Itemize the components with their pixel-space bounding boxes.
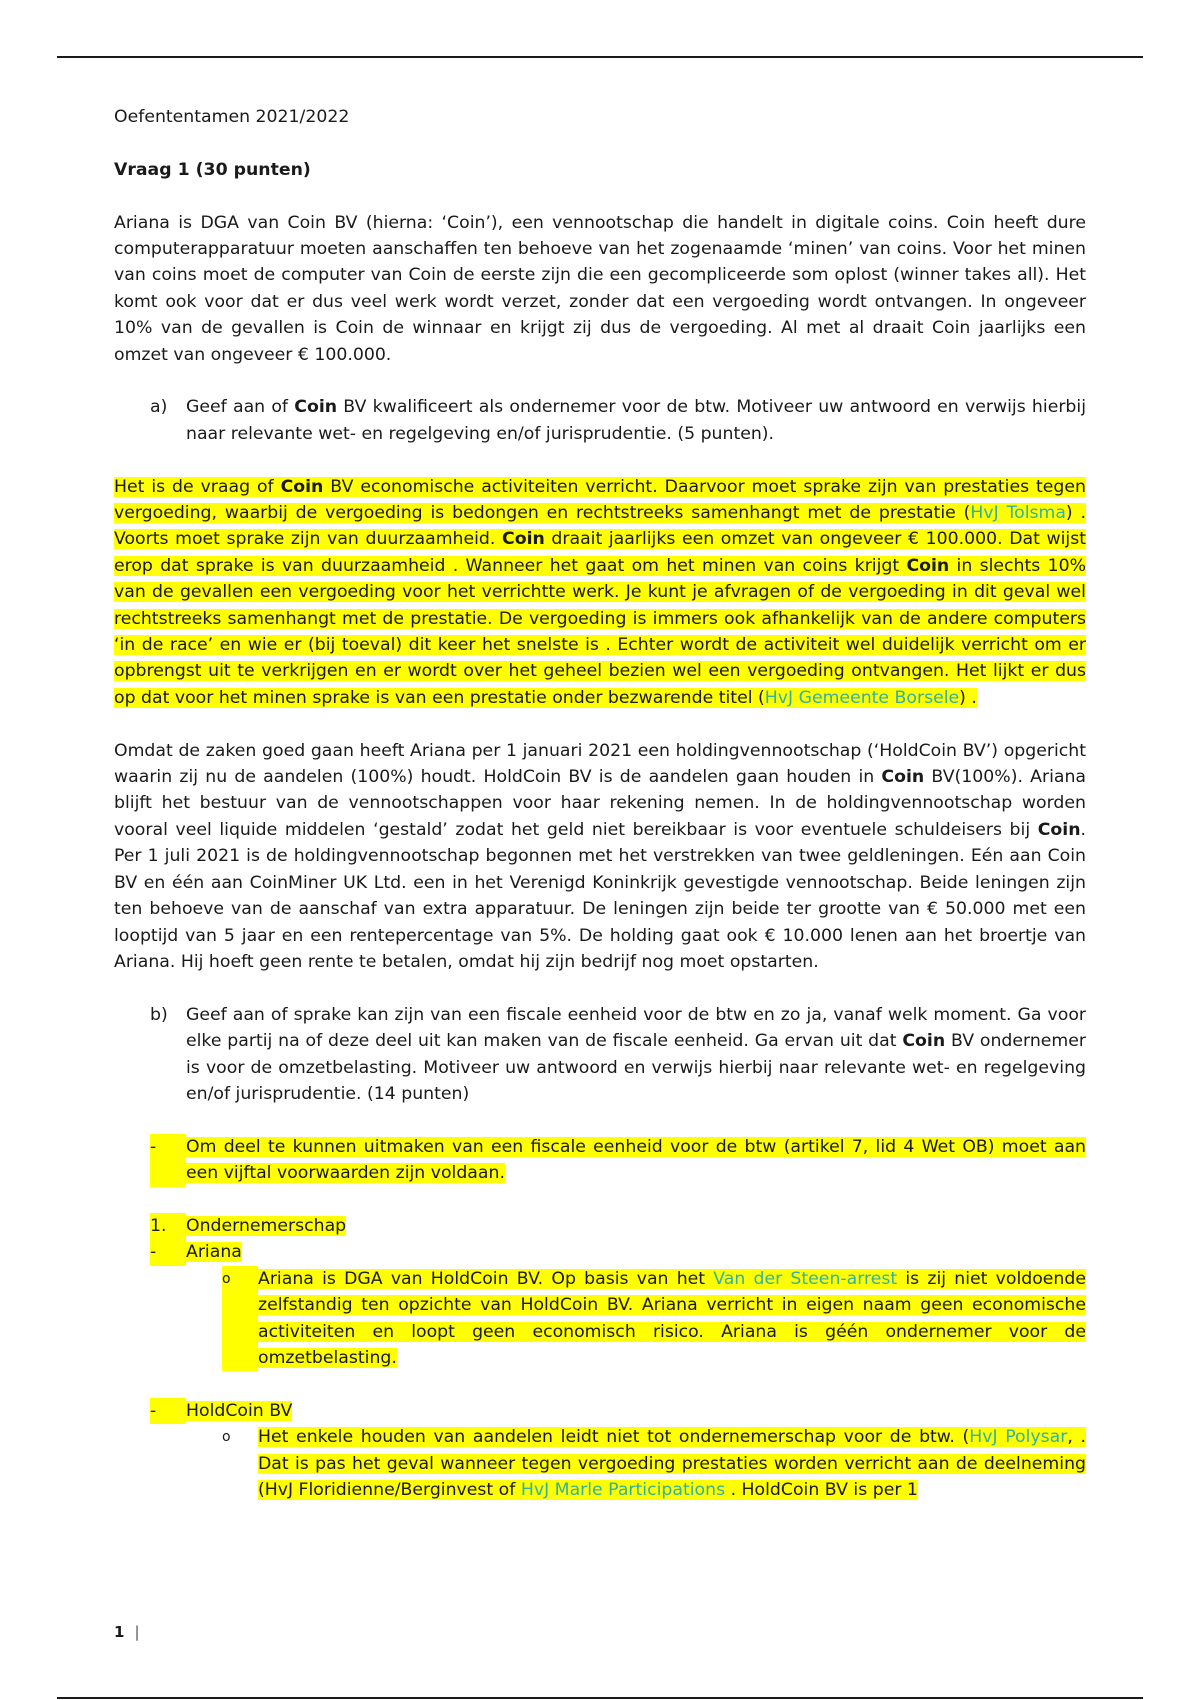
citation-tolsma: HvJ Tolsma <box>970 503 1066 524</box>
footer-separator: | <box>134 1623 140 1641</box>
question-a <box>114 394 1086 447</box>
page-footer <box>114 1623 140 1641</box>
case-context-holding: Omdat de zaken goed gaan heeft Ariana per 1 januari 2021 een holdingvennootschap (‘HoldCoin BV’) opgericht waarin zij nu de aandelen (100%) houdt. HoldCoin BV is de aandelen gaan houden in Coin BV(100%). Ariana blijft het bestuur van de vennootschappen voor haar rekening nemen. In de holdingvennootschap worden vooral veel liquide middelen ‘gestald’ zodat het geld niet bereikbaar is voor eventuele schuldeisers bij Coin. Per 1 juli 2021 is de holdingvennootschap begonnen met het verstrekken van twee geldleningen. Eén aan Coin BV en één aan CoinMiner UK Ltd. een in het Verenigd Koninkrijk gevestigde vennootschap. Beide leningen zijn ten behoeve van de aanschaf van extra apparatuur. De leningen zijn beide ter grootte van € 50.000 met een looptijd van 5 jaar en een rentepercentage van 5%. De holding gaat ook € 10.000 lenen aan het broertje van Ariana. Hij hoeft geen rente te betalen, omdat hij zijn bedrijf nog moet opstarten. <box>114 740 1086 972</box>
answer-a: Het is de vraag of Coin BV economische activiteiten verricht. Daarvoor moet sprake zijn van prestaties tegen vergoeding, waarbij de vergoeding is bedongen en rechtstreeks samenhangt met de prestatie (HvJ Tolsma) . Voorts moet sprake zijn van duurzaamheid. Coin draait jaarlijks een omzet van ongeveer € 100.000. Dat wijst erop dat sprake is van duurzaamheid . Wanneer het gaat om het minen van coins krijgt Coin in slechts 10% van de gevallen een vergoeding voor het verrichtte werk. Je kunt je afvragen of de vergoeding in dit geval wel rechtstreeks samenhangt met de prestatie. De vergoeding is immers ook afhankelijk van de andere computers ‘in de race’ en wie er (bij toeval) dit keer het snelste is . Echter wordt de activiteit wel duidelijk verricht om er opbrengst uit te verkrijgen en er wordt over het geheel bezien wel een vergoeding ontvangen. Het lijkt er dus op dat voor het minen sprake is van een prestatie onder bezwarende titel (HvJ Gemeente Borsele) . <box>114 476 1086 708</box>
bullet-icon: o <box>222 1266 258 1372</box>
answer-b-ariana-detail: o Ariana is DGA van HoldCoin BV. Op basis van het Van der Steen-arrest is zij niet voldoende zelfstandig ten opzichte van HoldCoin BV. Ariana verricht in eigen naam geen economische activiteiten en loopt geen economisch risico. Ariana is géén ondernemer voor de omzetbelasting. <box>114 1266 1086 1372</box>
document-title: Oefententamen 2021/2022 <box>114 107 350 127</box>
footer-rule <box>57 1697 1143 1699</box>
answer-b-holdcoin-detail: o Het enkele houden van aandelen leidt niet tot ondernemerschap voor de btw. (HvJ Polysar, . Dat is pas het geval wanneer tegen vergoeding prestaties worden verricht aan de deelneming (HvJ Floridienne/Berginvest of HvJ Marle Participations . HoldCoin BV is per 1 <box>114 1424 1086 1503</box>
question-b-label: b) <box>150 1004 168 1025</box>
question-intro: Ariana is DGA van Coin BV (hierna: ‘Coin’), een vennootschap die handelt in digitale coins. Coin heeft dure computerapparatuur moeten aanschaffen ten behoeve van het zogenaamde ‘minen’ van coins. Voor het minen van coins moet de computer van Coin de eerste zijn die een gecompliceerde som oplost (winner takes all). Het komt ook voor dat er dus veel werk wordt verzet, zonder dat een vergoeding wordt ontvangen. In ongeveer 10% van de gevallen is Coin de winnaar en krijgt zij dus de vergoeding. Al met al draait Coin jaarlijks een omzet van ongeveer € 100.000. <box>114 212 1086 365</box>
answer-b-ariana-item: - Ariana <box>114 1239 1086 1265</box>
question-b <box>114 1002 1086 1108</box>
answer-b-holdcoin-item: - HoldCoin BV <box>114 1398 1086 1424</box>
citation-marle: HvJ Marle Participations <box>520 1479 726 1500</box>
bullet-icon: o <box>222 1429 231 1446</box>
question-heading: Vraag 1 (30 punten) <box>114 159 311 180</box>
question-a-text: Geef aan of Coin BV kwalificeert als ondernemer voor de btw. Motiveer uw antwoord en verwijs hierbij naar relevante wet- en regelgeving en/of jurisprudentie. (5 punten). <box>186 397 1086 444</box>
question-a-label: a) <box>150 397 168 418</box>
question-b-text: Geef aan of sprake kan zijn van een fiscale eenheid voor de btw en zo ja, vanaf welk moment. Ga voor elke partij na of deze deel uit kan maken van de fiscale eenheid. Ga ervan uit dat Coin BV ondernemer is voor de omzetbelasting. Motiveer uw antwoord en verwijs hierbij naar relevante wet- en regelgeving en/of jurisprudentie. (14 punten) <box>186 1004 1086 1104</box>
citation-borsele: HvJ Gemeente Borsele <box>764 687 960 708</box>
citation-polysar: HvJ Polysar <box>969 1427 1068 1448</box>
header-rule <box>57 56 1143 58</box>
page-number: 1 <box>114 1623 125 1641</box>
document-page <box>114 104 1086 1503</box>
answer-b-intro: - Om deel te kunnen uitmaken van een fiscale eenheid voor de btw (artikel 7, lid 4 Wet OB) moet aan een vijftal voorwaarden zijn voldaan. <box>114 1134 1086 1187</box>
citation-van-der-steen: Van der Steen-arrest <box>713 1268 898 1289</box>
answer-b-heading-1: 1. Ondernemerschap <box>114 1213 1086 1239</box>
